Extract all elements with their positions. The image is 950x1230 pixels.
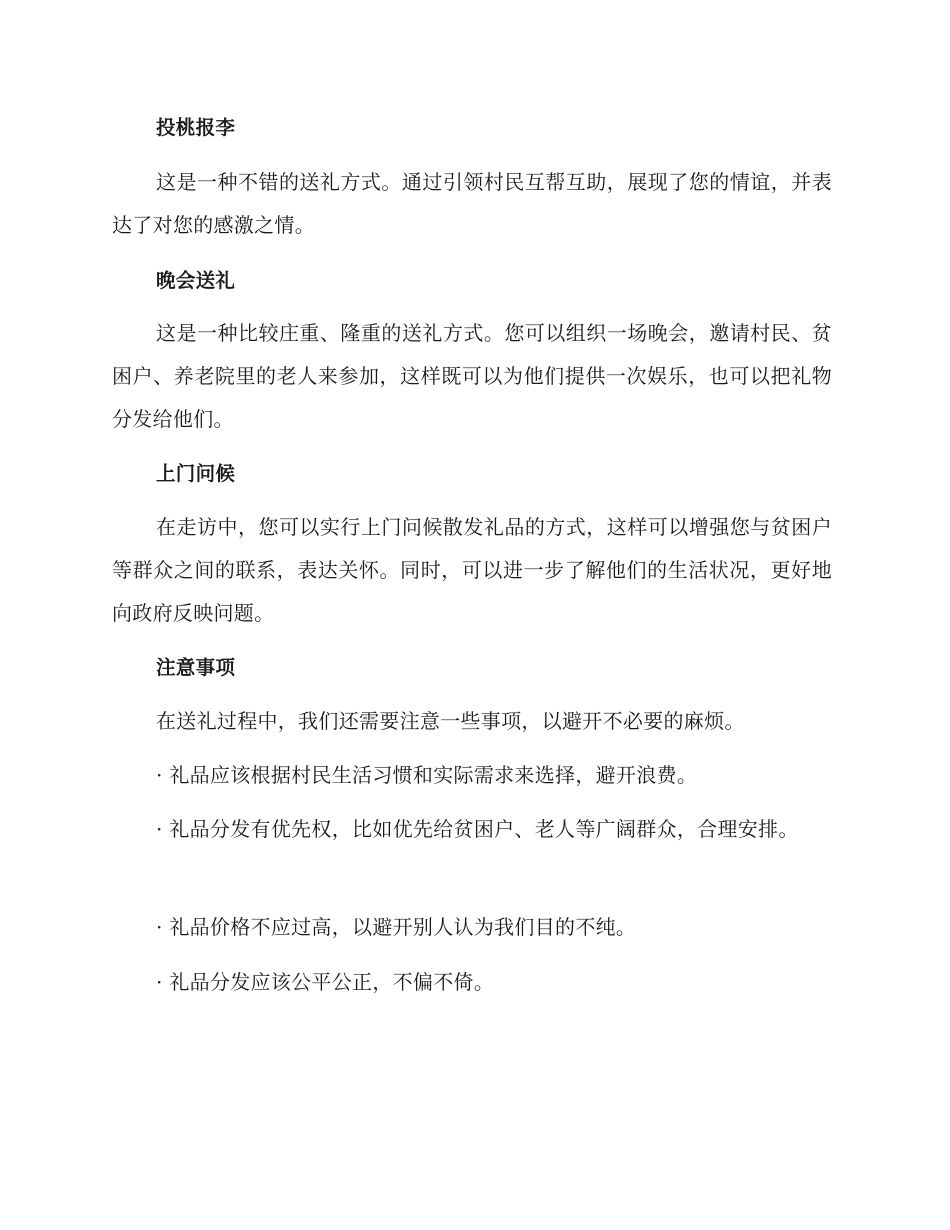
section-heading: 上门问候 [156,462,236,485]
section-paragraph: 在走访中，您可以实行上门问候散发礼品的方式，这样可以增强您与贫困户等群众之间的联系，表达关怀。同时，可以进一步了解他们的生活状况，更好地向政府反映问题。 [112,515,832,625]
list-item: · 礼品分发有优先权，比如优先给贫困户、老人等广阔群众，合理安排。 [156,817,799,841]
section-paragraph: 这是一种不错的送礼方式。通过引领村民互帮互助，展现了您的情谊，并表达了对您的感激之情。 [112,170,832,237]
section-heading: 投桃报李 [156,116,236,139]
section-paragraph: 这是一种比较庄重、隆重的送礼方式。您可以组织一场晚会，邀请村民、贫困户、养老院里的老人来参加，这样既可以为他们提供一次娱乐，也可以把礼物分发给他们。 [112,321,832,431]
list-item: · 礼品分发应该公平公正，不偏不倚。 [156,970,495,994]
list-item: · 礼品应该根据村民生活习惯和实际需求来选择，避开浪费。 [156,763,698,787]
list-item: · 礼品价格不应过高，以避开别人认为我们目的不纯。 [156,915,637,939]
section-heading: 注意事项 [156,656,236,679]
section-heading: 晚会送礼 [156,269,236,292]
section-paragraph: 在送礼过程中，我们还需要注意一些事项，以避开不必要的麻烦。 [156,709,745,733]
